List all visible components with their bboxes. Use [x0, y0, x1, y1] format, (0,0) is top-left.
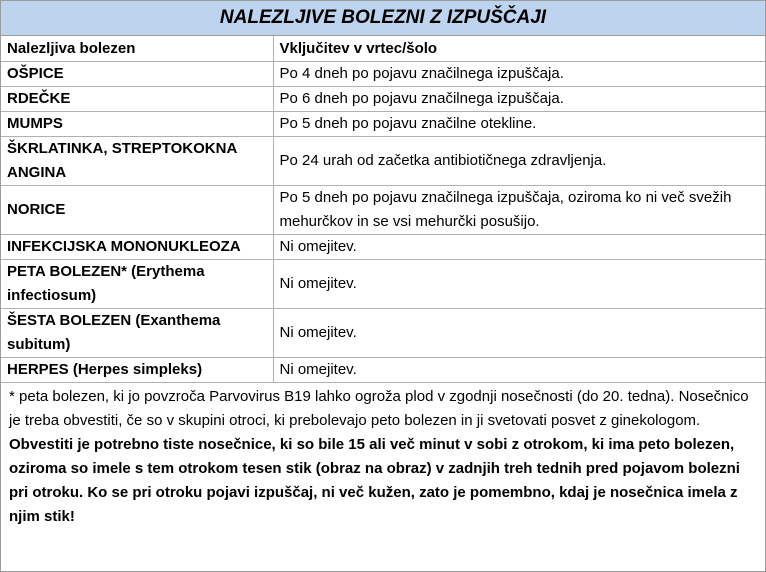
disease-name: ŠKRLATINKA, STREPTOKOKNA ANGINA: [1, 137, 273, 186]
column-header-disease: Nalezljiva bolezen: [1, 36, 273, 62]
inclusion-rule: Po 4 dneh po pojavu značilnega izpuščaja.: [273, 62, 765, 87]
inclusion-rule: Ni omejitev.: [273, 358, 765, 383]
table-row: [1, 235, 765, 260]
table-row: [1, 186, 765, 235]
disease-table: [1, 36, 765, 383]
table-row: [1, 358, 765, 383]
column-header-inclusion: Vključitev v vrtec/šolo: [273, 36, 765, 62]
inclusion-rule: Ni omejitev.: [273, 235, 765, 260]
table-row: [1, 137, 765, 186]
inclusion-rule: Po 6 dneh po pojavu značilnega izpuščaja.: [273, 87, 765, 112]
inclusion-rule: Po 24 urah od začetka antibiotičnega zdravljenja.: [273, 137, 765, 186]
inclusion-rule: Ni omejitev.: [273, 309, 765, 358]
footnote: * peta bolezen, ki jo povzroča Parvovirus B19 lahko ogroža plod v zgodnji nosečnosti (do 20. tedna). Nosečnico je treba obvestiti, če so v skupini otroci, ki prebolevajo peto bolezen in ji svetovati posvet z ginekologom.: [9, 388, 749, 429]
disease-name: RDEČKE: [1, 87, 273, 112]
disease-name: OŠPICE: [1, 62, 273, 87]
disease-name: NORICE: [1, 186, 273, 235]
disease-name: HERPES (Herpes simpleks): [1, 358, 273, 383]
disease-name: ŠESTA BOLEZEN (Exanthema subitum): [1, 309, 273, 358]
disease-name: INFEKCIJSKA MONONUKLEOZA: [1, 235, 273, 260]
table-row: [1, 260, 765, 309]
disease-name: MUMPS: [1, 112, 273, 137]
table-row: [1, 112, 765, 137]
inclusion-rule: Po 5 dneh po pojavu značilne otekline.: [273, 112, 765, 137]
inclusion-rule: Po 5 dneh po pojavu značilnega izpuščaja, oziroma ko ni več svežih mehurčkov in se vsi mehurčki posušijo.: [273, 186, 765, 235]
table-row: [1, 309, 765, 358]
warning-note: Obvestiti je potrebno tiste nosečnice, ki so bile 15 ali več minut v sobi z otrokom, ki ima peto bolezen, oziroma so imele s tem otrokom tesen stik (obraz na obraz) v zadnjih treh tednih pred pojavom bolezni pri otroku. Ko se pri otroku pojavi izpuščaj, ni več kužen, zato je pomembno, kdaj je nosečnica imela z njim stik!: [9, 436, 740, 525]
disease-name: PETA BOLEZEN* (Erythema infectiosum): [1, 260, 273, 309]
inclusion-rule: Ni omejitev.: [273, 260, 765, 309]
table-row: [1, 87, 765, 112]
table-header-row: [1, 36, 765, 62]
table-row: [1, 62, 765, 87]
document-title: NALEZLJIVE BOLEZNI Z IZPUŠČAJI: [1, 1, 765, 36]
